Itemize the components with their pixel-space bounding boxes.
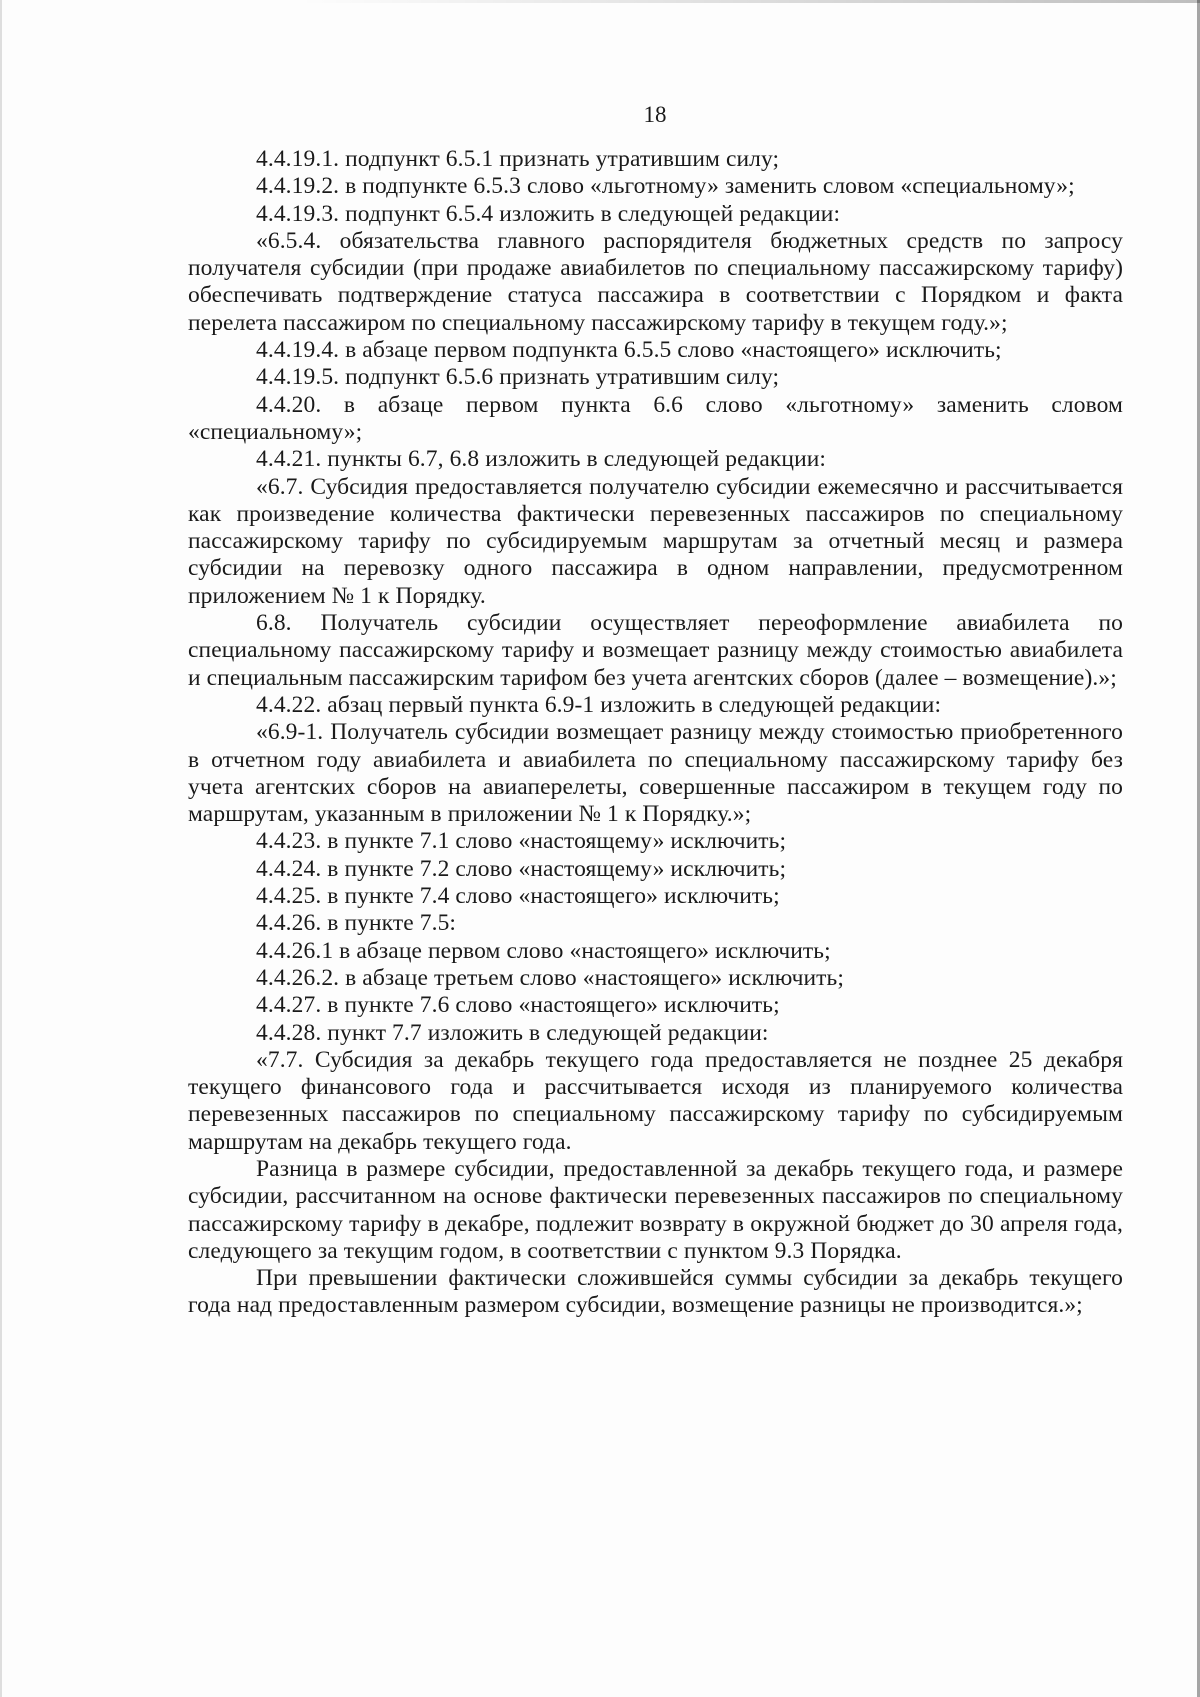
paragraph-4-4-24: 4.4.24. в пункте 7.2 слово «настоящему» исключить;	[256, 855, 787, 882]
paragraph-4-4-19-1: 4.4.19.1. подпункт 6.5.1 признать утратившим силу;	[256, 146, 780, 172]
paragraph-6-5-4-text: «6.5.4. обязательства главного распорядителя бюджетных средств по запросу получателя субсидии (при продаже авиабилетов по специальному пассажирскому тарифу) обеспечивать подтверждение статуса пассажира в соответствии с Порядком и факта перелета пассажиром по специальному пассажирскому тарифу в текущем году.»;	[188, 227, 1123, 336]
scan-edge-top	[300, 0, 1200, 3]
paragraph-4-4-23: 4.4.23. в пункте 7.1 слово «настоящему» исключить;	[256, 828, 787, 855]
paragraph-4-4-19-2: 4.4.19.2. в подпункте 6.5.3 слово «льготному» заменить словом «специальному»;	[256, 173, 1075, 200]
paragraph-difference-text: Разница в размере субсидии, предоставленной за декабрь текущего года, и размере субсидии, рассчитанном на основе фактически перевезенных пассажиров по специальному пассажирскому тарифу в декабре, подлежит возврату в окружной бюджет до 30 апреля года, следующего за текущим годом, в соответствии с пунктом 9.3 Порядка.	[188, 1155, 1123, 1264]
paragraph-excess-text: При превышении фактически сложившейся суммы субсидии за декабрь текущего года над предоставленным размером субсидии, возмещение разницы не производится.»;	[188, 1265, 1123, 1319]
paragraph-4-4-26-2: 4.4.26.2. в абзаце третьем слово «настоящего» исключить;	[256, 964, 844, 991]
paragraph-6-9-1-text: «6.9-1. Получатель субсидии возмещает разницу между стоимостью приобретенного в отчетном году авиабилета и авиабилета по специальному пассажирскому тарифу без учета агентских сборов на авиаперелеты, совершенные пассажиром в текущем году по маршрутам, указанным в приложении № 1 к Порядку.»;	[188, 719, 1123, 828]
paragraph-7-7-text: «7.7. Субсидия за декабрь текущего года предоставляется не позднее 25 декабря текущего финансового года и рассчитывается исходя из планируемого количества перевезенных пассажиров по специальному пассажирскому тарифу по субсидируемым маршрутам на декабрь текущего года.	[188, 1046, 1123, 1155]
paragraph-4-4-21: 4.4.21. пункты 6.7, 6.8 изложить в следующей редакции:	[256, 446, 827, 473]
paragraph-4-4-26-1: 4.4.26.1 в абзаце первом слово «настоящего» исключить;	[256, 937, 831, 964]
paragraph-4-4-19-5: 4.4.19.5. подпункт 6.5.6 признать утратившим силу;	[256, 364, 780, 391]
document-body	[188, 146, 1123, 1320]
page-number: 18	[643, 102, 667, 127]
paragraph-4-4-26: 4.4.26. в пункте 7.5:	[256, 910, 457, 937]
paragraph-4-4-19-4: 4.4.19.4. в абзаце первом подпункта 6.5.5 слово «настоящего» исключить;	[256, 337, 1002, 364]
paragraph-4-4-19-3: 4.4.19.3. подпункт 6.5.4 изложить в следующей редакции:	[256, 200, 841, 227]
paragraph-4-4-28: 4.4.28. пункт 7.7 изложить в следующей редакции:	[256, 1019, 769, 1046]
paragraph-6-7-text: «6.7. Субсидия предоставляется получателю субсидии ежемесячно и рассчитывается как произведение количества фактически перевезенных пассажиров по специальному пассажирскому тарифу по субсидируемым маршрутам за отчетный месяц и размера субсидии на перевозку одного пассажира в одном направлении, предусмотренном приложением № 1 к Порядку.	[188, 473, 1123, 609]
paragraph-4-4-27: 4.4.27. в пункте 7.6 слово «настоящего» исключить;	[256, 992, 780, 1019]
paragraph-4-4-20: 4.4.20. в абзаце первом пункта 6.6 слово «льготному» заменить словом «специальному»;	[188, 391, 1123, 445]
paragraph-6-8-text: 6.8. Получатель субсидии осуществляет переоформление авиабилета по специальному пассажирскому тарифу и возмещает разницу между стоимостью авиабилета и специальным пассажирским тарифом без учета агентских сборов (далее – возмещение).»;	[188, 610, 1123, 691]
scan-edge-left	[0, 0, 2, 1697]
paragraph-4-4-25: 4.4.25. в пункте 7.4 слово «настоящего» исключить;	[256, 883, 780, 910]
paragraph-4-4-22: 4.4.22. абзац первый пункта 6.9-1 изложить в следующей редакции:	[256, 691, 942, 718]
